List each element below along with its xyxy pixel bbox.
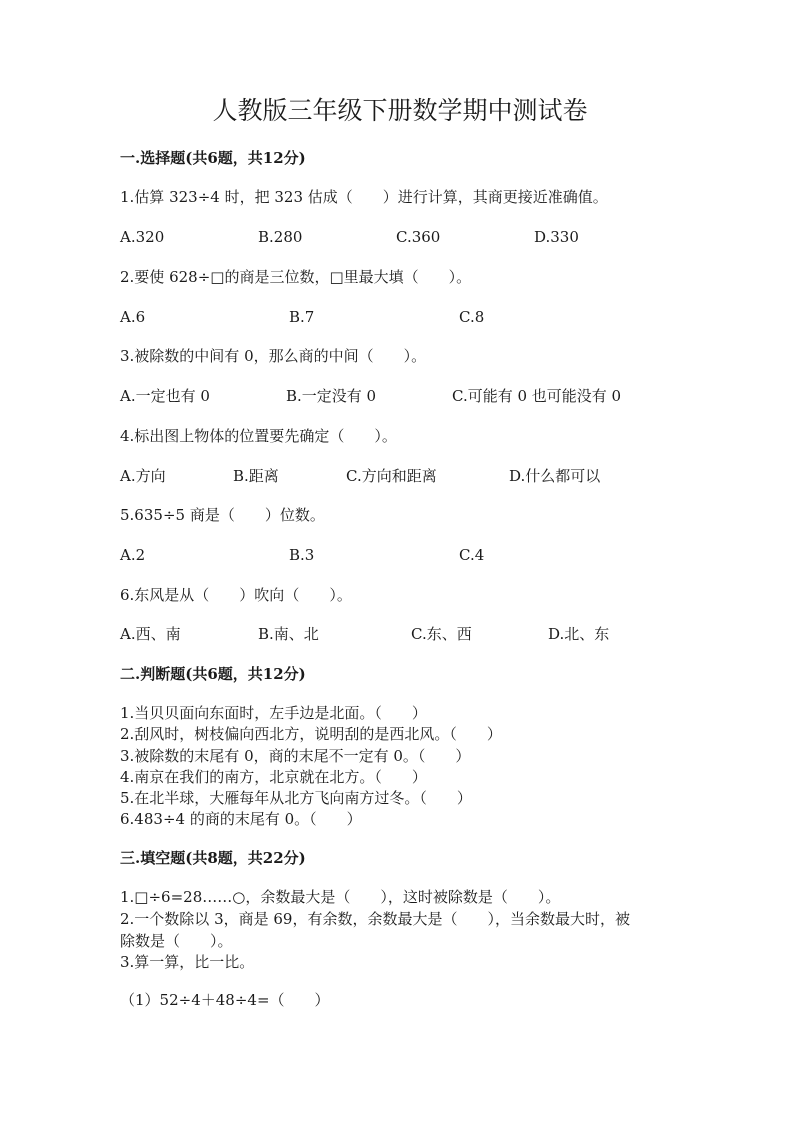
judgement-item: 2.刮风时，树枝偏向西北方，说明刮的是西北风。（ ） <box>120 725 502 743</box>
option: A.2 <box>120 546 146 564</box>
option: B.一定没有 0 <box>286 387 377 405</box>
option: C.8 <box>459 308 485 326</box>
fill-item: 2.一个数除以 3，商是 69，有余数，余数最大是（ ），当余数最大时，被 <box>120 910 630 928</box>
option: D.330 <box>534 228 579 246</box>
fill-item: 除数是（ ）。 <box>120 932 233 950</box>
judgement-item: 4.南京在我们的南方，北京就在北方。（ ） <box>120 768 427 786</box>
option: A.一定也有 0 <box>120 387 210 405</box>
option: C.东、西 <box>411 625 472 643</box>
fill-subitem: （1）52÷4＋48÷4=（ ） <box>120 991 330 1009</box>
option: A.西、南 <box>120 625 181 643</box>
section-heading-choice: 一.选择题(共6题，共12分) <box>120 149 306 167</box>
section-heading-judgement: 二.判断题(共6题，共12分) <box>120 665 306 683</box>
option: B.7 <box>289 308 315 326</box>
section-heading-fill-in: 三.填空题(共8题，共22分) <box>120 849 306 867</box>
option: A.320 <box>120 228 165 246</box>
option: A.方向 <box>120 467 166 485</box>
option: D.什么都可以 <box>509 467 601 485</box>
question-text: 6.东风是从（ ）吹向（ ）。 <box>120 586 352 604</box>
judgement-item: 3.被除数的末尾有 0，商的末尾不一定有 0。（ ） <box>120 747 471 765</box>
judgement-item: 1.当贝贝面向东面时，左手边是北面。（ ） <box>120 704 427 722</box>
question-text: 2.要使 628÷□的商是三位数，□里最大填（ ）。 <box>120 268 472 286</box>
fill-item: 3.算一算，比一比。 <box>120 953 255 971</box>
option: B.280 <box>258 228 303 246</box>
judgement-item: 5.在北半球，大雁每年从北方飞向南方过冬。（ ） <box>120 789 472 807</box>
option: C.4 <box>459 546 485 564</box>
option: C.方向和距离 <box>346 467 437 485</box>
option: D.北、东 <box>548 625 610 643</box>
option: A.6 <box>120 308 146 326</box>
question-text: 4.标出图上物体的位置要先确定（ ）。 <box>120 427 397 445</box>
option: C.可能有 0 也可能没有 0 <box>452 387 622 405</box>
page-title: 人教版三年级下册数学期中测试卷 <box>212 96 588 125</box>
option: C.360 <box>396 228 441 246</box>
fill-item: 1.□÷6=28……○，余数最大是（ ），这时被除数是（ ）。 <box>120 888 561 906</box>
option: B.距离 <box>233 467 279 485</box>
option: B.3 <box>289 546 315 564</box>
question-text: 3.被除数的中间有 0，那么商的中间（ ）。 <box>120 347 427 365</box>
question-text: 1.估算 323÷4 时，把 323 估成（ ）进行计算，其商更接近准确值。 <box>120 188 608 206</box>
judgement-item: 6.483÷4 的商的末尾有 0。（ ） <box>120 810 362 828</box>
option: B.南、北 <box>258 625 319 643</box>
question-text: 5.635÷5 商是（ ）位数。 <box>120 506 325 524</box>
